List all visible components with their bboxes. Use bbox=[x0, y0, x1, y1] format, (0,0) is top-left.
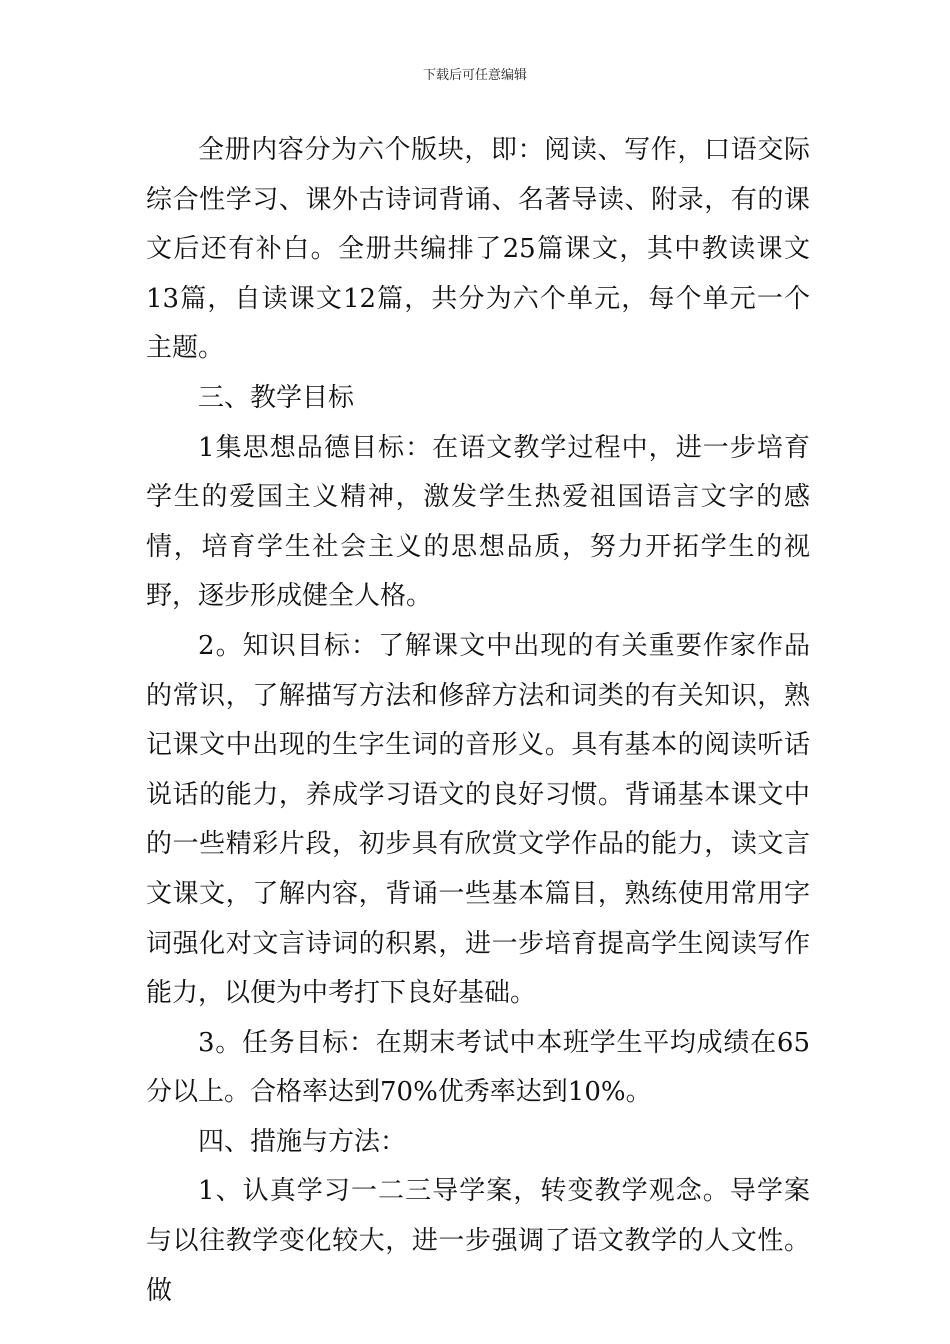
paragraph-method-1: 1、认真学习一二三导学案，转变教学观念。导学案与以往教学变化较大，进一步强调了语文教学的人文性。做 bbox=[146, 1176, 810, 1306]
document-body bbox=[146, 126, 810, 1316]
paragraph-knowledge-goal: 2。知识目标：了解课文中出现的有关重要作家作品的常识，了解描写方法和修辞方法和词类的有关知识，熟记课文中出现的生字生词的音形义。具有基本的阅读听话说话的能力，养成学习语文的良好习惯。背诵基本课文中的一些精彩片段，初步具有欣赏文学作品的能力，读文言文课文，了解内容，背诵一些基本篇目，熟练使用常用字词强化对文言诗词的积累，进一步培育提高学生阅读写作能力，以便为中考打下良好基础。 bbox=[146, 630, 810, 1009]
paragraph-task-goal: 3。任务目标：在期末考试中本班学生平均成绩在65分以上。合格率达到70%优秀率达到10%。 bbox=[146, 1027, 810, 1108]
paragraph-overview: 全册内容分为六个版块，即：阅读、写作，口语交际综合性学习、课外古诗词背诵、名著导读、附录，有的课文后还有补白。全册共编排了25篇课文，其中教读课文13篇，自读课文12篇，共分为六个单元，每个单元一个主题。 bbox=[146, 135, 810, 364]
paragraph-moral-goal: 1集思想品德目标：在语文教学过程中，进一步培育学生的爱国主义精神，激发学生热爱祖国语言文字的感情，培育学生社会主义的思想品质，努力开拓学生的视野，逐步形成健全人格。 bbox=[146, 432, 810, 612]
page-header: 下载后可任意编辑 bbox=[422, 68, 527, 83]
section-heading-methods: 四、措施与方法： bbox=[198, 1126, 407, 1157]
section-heading-goals: 三、教学目标 bbox=[198, 382, 355, 413]
